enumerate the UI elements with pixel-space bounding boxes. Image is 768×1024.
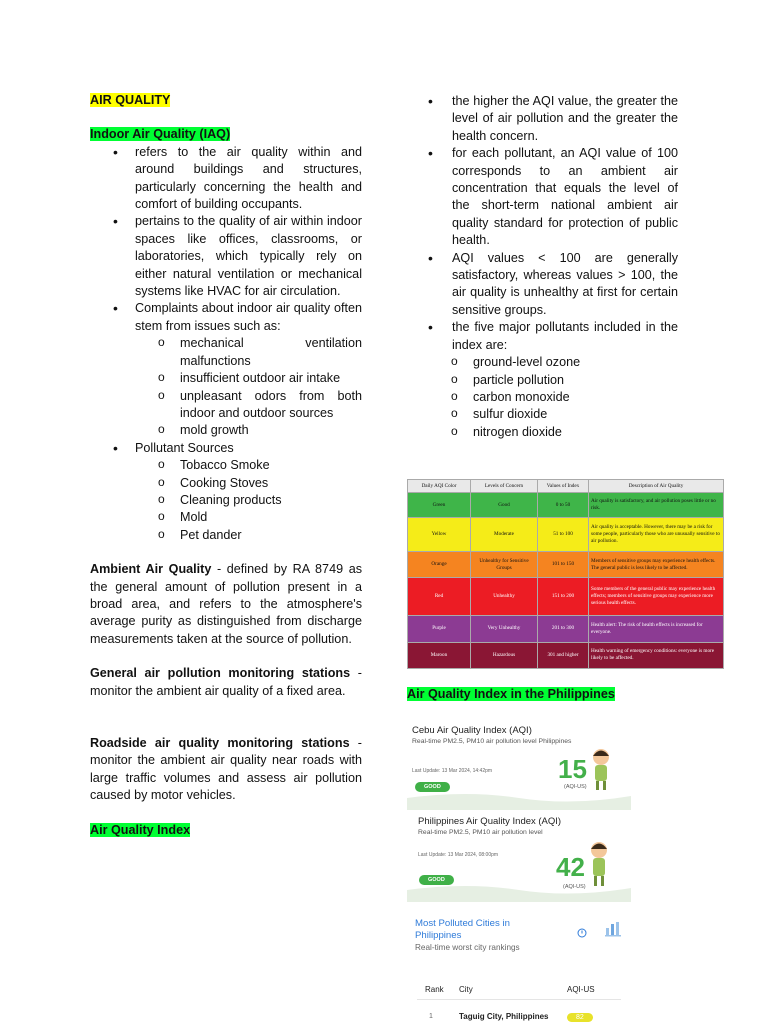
table-header-row [408, 480, 724, 493]
list-item: o particle pollution [404, 372, 678, 389]
table-cell-range: 51 to 100 [538, 518, 589, 552]
general-term: General air pollution monitoring stations [90, 666, 351, 681]
list-item: • pertains to the quality of air within indoor spaces like offices, classrooms, or laboratories, which typically rely on either natural ventilation or mechanical systems like HVAC for air circulation. [90, 213, 362, 300]
table-header: Levels of Concern [471, 480, 538, 493]
ph-card-title: Philippines Air Quality Index (AQI) [418, 816, 562, 827]
list-item: o mold growth [135, 422, 362, 439]
table-row [408, 551, 724, 577]
table-header: Values of Index [538, 480, 589, 493]
general-stations-paragraph [90, 665, 362, 700]
pollutants-list [404, 354, 678, 441]
iaq-bullet-list [90, 144, 362, 544]
card-wave-decoration [407, 788, 631, 810]
list-item: o ground-level ozone [404, 354, 678, 371]
table-cell-desc: Health warning of emergency conditions: everyone is more likely to be affected. [589, 642, 724, 669]
aqi-header: AQI-US [567, 985, 595, 994]
list-item: o Tobacco Smoke [135, 457, 362, 474]
iaq-heading: Indoor Air Quality (IAQ) [90, 127, 231, 142]
cebu-card-title: Cebu Air Quality Index (AQI) [412, 725, 532, 736]
list-item: o sulfur dioxide [404, 406, 678, 423]
ambient-paragraph [90, 561, 362, 648]
rank-cell: 1 [429, 1013, 433, 1020]
table-row [408, 493, 724, 518]
list-item [428, 319, 678, 354]
complaint-issues-list [135, 335, 362, 439]
table-row [408, 642, 724, 669]
table-row [408, 578, 724, 616]
list-item: o Mold [135, 509, 362, 526]
pollutant-sources-label: Pollutant Sources [135, 440, 234, 455]
table-cell-level: Moderate [471, 518, 538, 552]
cebu-aqi-unit: (AQI-US) [564, 784, 587, 790]
aqi-badge: 82 [567, 1013, 593, 1022]
bar-chart-icon[interactable] [605, 921, 621, 937]
list-item: o Pet dander [135, 527, 362, 544]
ph-aqi-unit: (AQI-US) [563, 884, 586, 890]
list-item: o nitrogen dioxide [404, 424, 678, 441]
table-row [408, 518, 724, 552]
most-polluted-subtitle: Real-time worst city rankings [415, 943, 520, 952]
table-cell-range: 201 to 300 [538, 616, 589, 642]
mascot-icon [589, 747, 613, 791]
roadside-term: Roadside air quality monitoring stations [90, 736, 350, 750]
table-header: Daily AQI Color [408, 480, 471, 493]
ambient-term: Ambient Air Quality [90, 562, 212, 577]
table-row [408, 616, 724, 642]
table-row[interactable] [407, 1000, 631, 1024]
table-cell-color: Yellow [408, 518, 471, 552]
ph-card-subtitle: Real-time PM2.5, PM10 air pollution level [418, 829, 543, 836]
table-cell-desc: Members of sensitive groups may experience health effects. The general public is less likely to be affected. [589, 551, 724, 577]
ph-card-update: Last Update: 13 Mar 2024, 08:00pm [418, 852, 499, 858]
cebu-aqi-value: 15 [558, 754, 587, 784]
ph-aqi-value: 42 [556, 852, 585, 882]
table-header: Description of Air Quality [589, 480, 724, 493]
pollutant-sources-list [135, 457, 362, 544]
list-item: o Cooking Stoves [135, 475, 362, 492]
table-cell-level: Very Unhealthy [471, 616, 538, 642]
ambient-text: - defined by RA 8749 as the general amount of pollution present in a broad area, and refers to the atmosphere's average purity as distinguished from discharge measurements taken at the source of pollution. [90, 562, 362, 646]
table-cell-range: 301 and higher [538, 642, 589, 669]
section-title: AIR QUALITY [90, 93, 171, 107]
list-item: o insufficient outdoor air intake [135, 370, 362, 387]
card-wave-decoration [407, 880, 631, 902]
table-cell-desc: Health alert: The risk of health effects is increased for everyone. [589, 616, 724, 642]
table-cell-color: Red [408, 578, 471, 616]
list-item: o Cleaning products [135, 492, 362, 509]
cebu-status-badge: GOOD [415, 782, 450, 792]
most-polluted-section [407, 918, 631, 952]
left-column [90, 92, 362, 839]
table-cell-range: 101 to 150 [538, 551, 589, 577]
table-cell-color: Orange [408, 551, 471, 577]
list-item: • for each pollutant, an AQI value of 100 corresponds to an ambient air concentration that equals the level of the short-term national ambient air quality standard for protection of public health. [428, 145, 678, 249]
ph-aqi-caption [407, 686, 615, 703]
list-item-text: the five major pollutants included in the index are: [452, 320, 678, 352]
roadside-stations-paragraph [90, 735, 362, 805]
table-cell-color: Purple [408, 616, 471, 642]
city-cell[interactable]: Taguig City, Philippines [459, 1012, 549, 1021]
table-cell-level: Hazardous [471, 642, 538, 669]
list-item: • the higher the AQI value, the greater the level of air pollution and the greater the health concern. [428, 93, 678, 145]
info-icon[interactable] [577, 928, 587, 938]
table-cell-level: Unhealthy for Sensitive Groups [471, 551, 538, 577]
list-item [90, 440, 362, 544]
list-item: • AQI values < 100 are generally satisfactory, whereas values > 100, the air quality is unhealthy at first for certain sensitive groups. [428, 250, 678, 320]
aqi-levels-table [407, 479, 724, 669]
table-cell-color: Green [408, 493, 471, 518]
table-cell-range: 151 to 200 [538, 578, 589, 616]
list-item: • refers to the air quality within and around buildings and structures, particularly concerning the health and comfort of building occupants. [90, 144, 362, 214]
list-item-text: Complaints about indoor air quality often stem from issues such as: [135, 301, 362, 333]
cebu-aqi-card [407, 720, 631, 810]
table-cell-desc: Air quality is satisfactory, and air pollution poses little or no risk. [589, 493, 724, 518]
ph-status-badge: GOOD [419, 875, 454, 885]
list-item: o carbon monoxide [404, 389, 678, 406]
city-header: City [459, 985, 473, 994]
rank-header: Rank [425, 985, 444, 994]
polluted-cities-table [407, 983, 631, 1024]
cebu-card-subtitle: Real-time PM2.5, PM10 air pollution level Philippines [412, 738, 572, 745]
ph-aqi-caption-text: Air Quality Index in the Philippines [407, 687, 615, 701]
aqi-bullet-list [428, 93, 678, 354]
roadside-text: - monitor the ambient air quality near roads with large traffic volumes and assess air pollution caused by motor vehicles. [90, 736, 362, 803]
table-cell-desc: Some members of the general public may experience health effects; members of sensitive groups may experience more serious health effects. [589, 578, 724, 616]
table-header-row [407, 983, 631, 999]
table-cell-color: Maroon [408, 642, 471, 669]
list-item: o mechanical ventilation malfunctions [135, 335, 362, 370]
philippines-aqi-card [407, 812, 631, 902]
most-polluted-title: Most Polluted Cities in Philippines [415, 918, 510, 941]
list-item: o unpleasant odors from both indoor and outdoor sources [135, 388, 362, 423]
table-cell-desc: Air quality is acceptable. However, there may be a risk for some people, particularly those who are unusually sensitive to air pollution. [589, 518, 724, 552]
table-cell-level: Unhealthy [471, 578, 538, 616]
cebu-card-update: Last Update: 13 Mar 2024, 14:42pm [412, 768, 493, 774]
table-cell-range: 0 to 50 [538, 493, 589, 518]
general-text: - monitor the ambient air quality of a fixed area. [90, 666, 362, 698]
table-cell-level: Good [471, 493, 538, 518]
aqi-heading: Air Quality Index [90, 822, 191, 837]
right-column [428, 93, 678, 441]
list-item [90, 300, 362, 439]
